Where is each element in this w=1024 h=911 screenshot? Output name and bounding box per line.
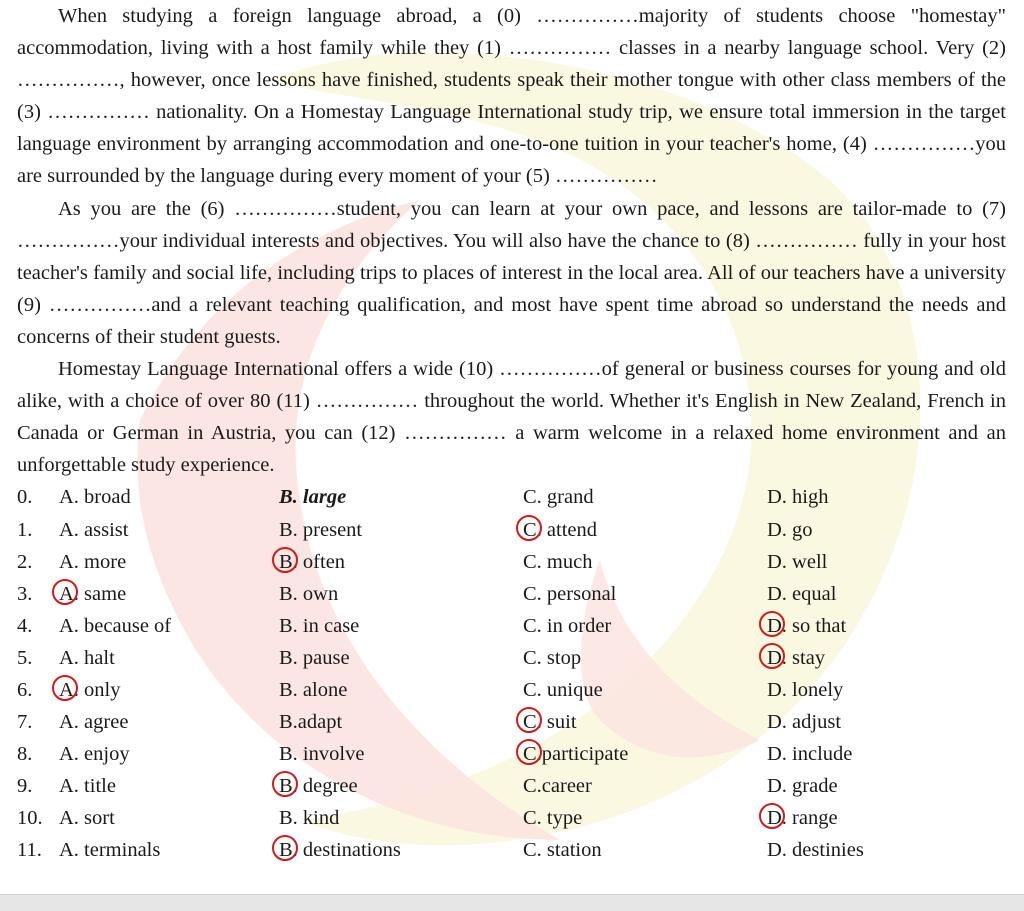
question-row [0, 706, 1024, 738]
option-d[interactable]: D. adjust [767, 711, 842, 734]
option-b[interactable]: B. kind [279, 807, 340, 830]
answer-circle-mark [516, 707, 542, 733]
question-number: 3. [17, 582, 33, 605]
passage-paragraph-3: Homestay Language International offers a wide (10) ……………of general or business courses for young and old alike, with a choice of over 80 (11) …………… throughout the world. Whether it's English in New Zealand, French in Canada or German in Austria, you can (12) …………… a warm welcome in a relaxed home environment and an unforgettable study experience. [17, 358, 1006, 477]
option-c[interactable]: C. attend [523, 518, 598, 541]
option-a[interactable]: A. because of [59, 614, 172, 637]
option-d[interactable]: D. high [767, 486, 829, 509]
option-b[interactable]: B. degree [279, 775, 358, 798]
option-b[interactable]: B. present [279, 518, 363, 541]
option-d[interactable]: D. lonely [767, 678, 844, 701]
option-b[interactable]: B. destinations [279, 839, 401, 862]
question-row [0, 770, 1024, 802]
question-number: 7. [17, 711, 33, 734]
option-a[interactable]: A. broad [59, 486, 131, 509]
answer-circle-mark [516, 739, 542, 765]
option-a[interactable]: A. more [59, 550, 127, 573]
question-number: 4. [17, 614, 33, 637]
option-a[interactable]: A. halt [59, 646, 115, 669]
option-c[interactable]: C. stop [523, 646, 582, 669]
option-c[interactable]: C. much [523, 550, 593, 573]
option-a[interactable]: A. terminals [59, 839, 161, 862]
question-number: 10. [17, 807, 43, 830]
option-c[interactable]: C. in order [523, 614, 612, 637]
option-b[interactable]: B. alone [279, 678, 348, 701]
option-d[interactable]: D. equal [767, 582, 837, 605]
option-a[interactable]: A. enjoy [59, 743, 130, 766]
question-row [0, 642, 1024, 674]
option-c[interactable]: C. personal [523, 582, 617, 605]
answer-circle-mark [272, 547, 298, 573]
option-c[interactable]: C.participate [523, 743, 629, 766]
option-a[interactable]: A. same [59, 582, 127, 605]
question-number: 5. [17, 646, 33, 669]
option-b[interactable]: B. large [279, 486, 347, 509]
option-a[interactable]: A. agree [59, 711, 129, 734]
window-bottom-scrollbar[interactable] [0, 894, 1024, 911]
option-c[interactable]: C.career [523, 775, 592, 798]
question-number: 9. [17, 775, 33, 798]
option-d[interactable]: D. range [767, 807, 838, 830]
option-c[interactable]: C. grand [523, 486, 594, 509]
option-d[interactable]: D. include [767, 743, 853, 766]
question-row [0, 578, 1024, 610]
question-number: 11. [17, 839, 42, 862]
option-a[interactable]: A. only [59, 678, 121, 701]
question-row [0, 674, 1024, 706]
option-a[interactable]: A. title [59, 775, 116, 798]
question-number: 8. [17, 743, 33, 766]
option-c[interactable]: C. suit [523, 711, 577, 734]
option-b[interactable]: B.adapt [279, 711, 343, 734]
option-d[interactable]: D. stay [767, 646, 826, 669]
option-b[interactable]: B. pause [279, 646, 350, 669]
passage-paragraph-2: As you are the (6) ……………student, you can learn at your own pace, and lessons are tailor-made to (7) ……………your individual interests and objectives. You will also have the chance to (8) …………… fully in your host teacher's family and social life, including trips to places of interest in the local area. All of our teachers have a university (9) ……………and a relevant teaching qualification, and most have spent time abroad so understand the needs and concerns of their student guests. [17, 197, 1006, 348]
question-row [0, 546, 1024, 578]
answer-circle-mark [516, 515, 542, 541]
question-row [0, 834, 1024, 866]
option-b[interactable]: B. own [279, 582, 339, 605]
question-number: 0. [17, 486, 33, 509]
question-row [0, 802, 1024, 834]
option-a[interactable]: A. sort [59, 807, 115, 830]
option-b[interactable]: B. in case [279, 614, 360, 637]
question-row [0, 610, 1024, 642]
option-d[interactable]: D. destinies [767, 839, 864, 862]
question-row [0, 514, 1024, 546]
option-c[interactable]: C. unique [523, 678, 603, 701]
answer-circle-mark [759, 643, 785, 669]
option-a[interactable]: A. assist [59, 518, 129, 541]
option-c[interactable]: C. station [523, 839, 602, 862]
answer-options-table [0, 481, 1024, 866]
option-b[interactable]: B. often [279, 550, 346, 573]
option-c[interactable]: C. type [523, 807, 583, 830]
option-d[interactable]: D. so that [767, 614, 847, 637]
option-b[interactable]: B. involve [279, 743, 365, 766]
passage-paragraph-1: When studying a foreign language abroad, a (0) ……………majority of students choose "homestay" accommodation, living with a host family while they (1) …………… classes in a nearby language school. Very (2) ……………, however, once lessons have finished, students speak their mother tongue with other class members of the (3) …………… nationality. On a Homestay Language International study trip, we ensure total immersion in the target language environment by arranging accommodation and one-to-one tuition in your teacher's home, (4) ……………you are surrounded by the language during every moment of your (5) …………… [17, 5, 1006, 188]
answer-circle-mark [52, 579, 78, 605]
option-d[interactable]: D. well [767, 550, 828, 573]
option-d[interactable]: D. go [767, 518, 813, 541]
question-number: 6. [17, 678, 33, 701]
question-row [0, 738, 1024, 770]
answer-circle-mark [52, 675, 78, 701]
question-row [0, 481, 1024, 513]
option-d[interactable]: D. grade [767, 775, 838, 798]
answer-circle-mark [759, 611, 785, 637]
question-number: 1. [17, 518, 33, 541]
question-number: 2. [17, 550, 33, 573]
